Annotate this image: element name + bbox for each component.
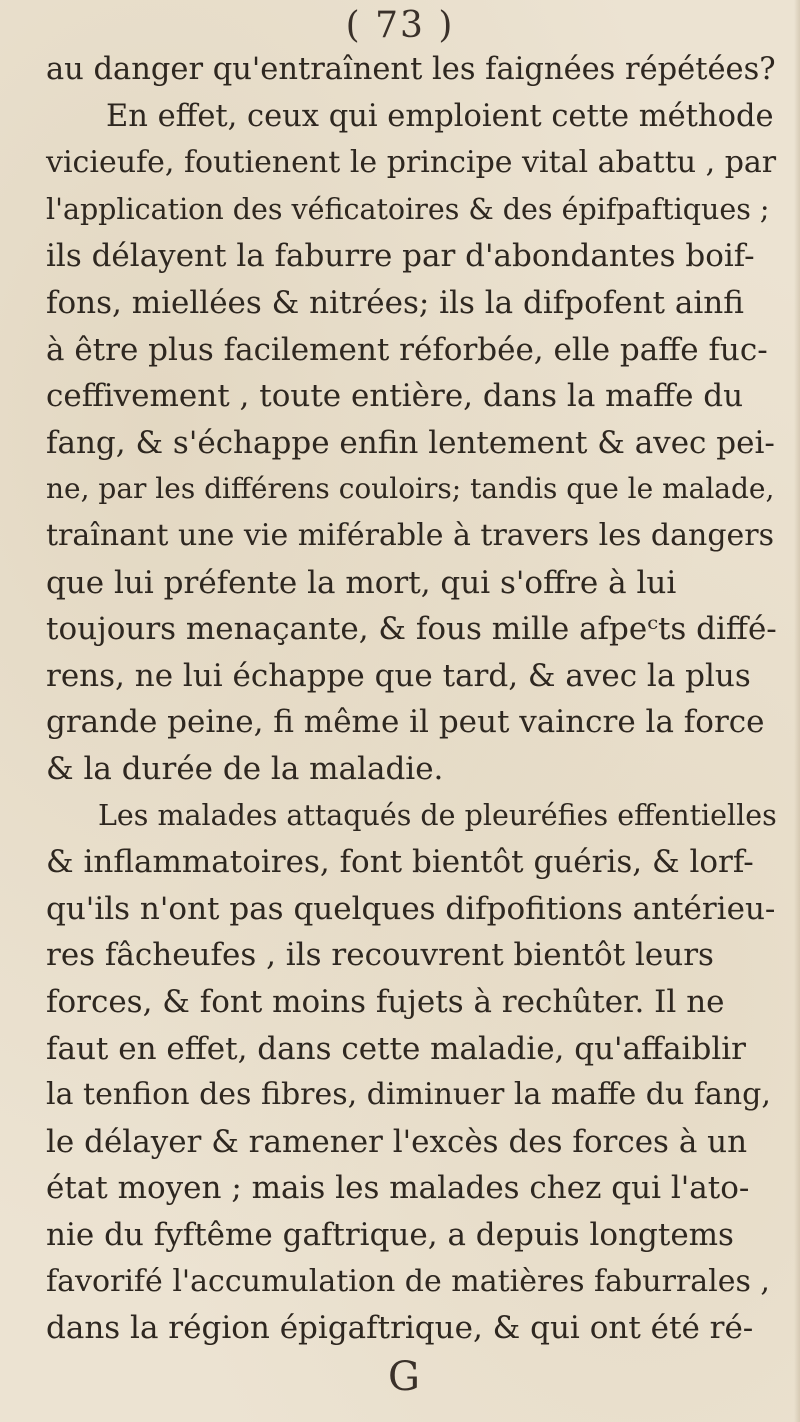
text-line: ne, par les différens couloirs; tandis que le malade, [46, 472, 775, 506]
text-line: ceffivement , toute entière, dans la maffe du [46, 378, 744, 415]
text-line: la tenfion des fibres, diminuer la maffe du fang, [46, 1077, 771, 1113]
text-line: forces, & font moins fujets à rechûter. Il ne [46, 984, 725, 1020]
text-line: rens, ne lui échappe que tard, & avec la plus [46, 657, 751, 694]
text-line: favorifé l'accumulation de matières faburrales , [46, 1263, 770, 1299]
text-line: res fâcheufes , ils recouvrent bientôt leurs [46, 937, 714, 974]
text-line: le délayer & ramener l'excès des forces à un [46, 1123, 748, 1160]
text-line: fons, miellées & nitrées; ils la difpofent ainfi [46, 285, 744, 321]
text-line: grande peine, fi même il peut vaincre la force [46, 704, 765, 741]
text-line: nie du fyftême gaftrique, a depuis longtems [46, 1217, 734, 1253]
text-line: faut en effet, dans cette maladie, qu'affaiblir [46, 1030, 746, 1067]
text-line: état moyen ; mais les malades chez qui l'ato- [46, 1170, 750, 1207]
text-line: Les malades attaqués de pleuréfies effentielles [98, 798, 777, 832]
text-line: & la durée de la maladie. [46, 751, 444, 787]
page-edge-shadow [794, 0, 800, 1422]
text-line: traînant une vie miférable à travers les dangers [46, 518, 775, 553]
text-line: à être plus facilement réforbée, elle paffe fuc- [46, 331, 768, 368]
text-line: dans la région épigaftrique, & qui ont été ré- [46, 1310, 754, 1347]
text-line: fang, & s'échappe enfin lentement & avec pei- [46, 424, 775, 461]
page-number: ( 73 ) [345, 5, 455, 46]
text-line: qu'ils n'ont pas quelques difpofitions antérieu- [46, 890, 776, 927]
text-line: l'application des véficatoires & des épifpaftiques ; [46, 192, 770, 226]
signature-mark: G [388, 1353, 420, 1400]
text-line: ils délayent la faburre par d'abondantes boif- [46, 238, 755, 275]
text-line: En effet, ceux qui emploient cette méthode [106, 98, 774, 134]
text-line: au danger qu'entraînent les faignées répétées? [46, 52, 776, 87]
text-line: vicieufe, foutienent le principe vital abattu , par [46, 145, 777, 181]
text-line: & inflammatoires, font bientôt guéris, & lorf- [46, 844, 754, 881]
text-line: que lui préfente la mort, qui s'offre à lui [46, 564, 677, 601]
text-line: toujours menaçante, & fous mille afpeᶜts diffé- [46, 611, 777, 648]
